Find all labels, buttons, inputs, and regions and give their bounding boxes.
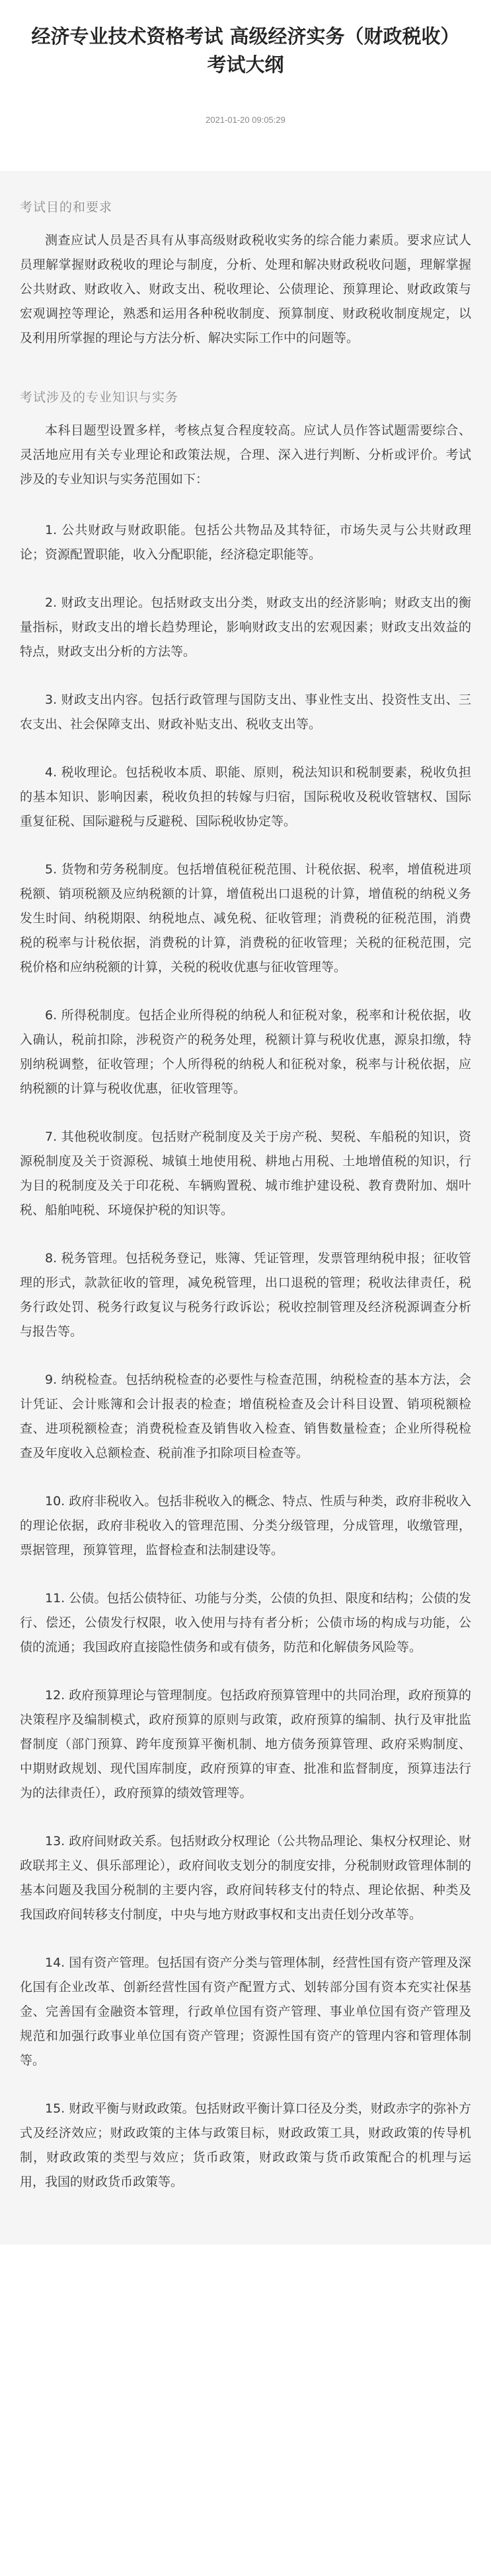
paragraph-item-2: 2. 财政支出理论。包括财政支出分类，财政支出的经济影响；财政支出的衡量指标，财政支出的增长趋势理论，影响财政支出的宏观因素；财政支出效益的特点，财政支出分析的方法等。 xyxy=(20,595,471,659)
publish-timestamp: 2021-01-20 09:05:29 xyxy=(206,115,285,125)
section-heading-purpose: 考试目的和要求 xyxy=(20,201,113,215)
article-body xyxy=(0,171,491,2245)
paragraph-item-8: 8. 税务管理。包括税务登记，账簿、凭证管理，发票管理纳税申报；征收管理的形式，款款征收的管理，减免税管理，出口退税的管理；税收法律责任，税务行政处罚、税务行政复议与税务行政诉讼；税收控制管理及经济税源调查分析与报告等。 xyxy=(20,1251,471,1339)
paragraph-item-6: 6. 所得税制度。包括企业所得税的纳税人和征税对象，税率和计税依据，收入确认，税前扣除，涉税资产的税务处理，税额计算与税收优惠，源泉扣缴，特别纳税调整，征收管理；个人所得税的纳税人和征税对象，税率与计税依据，应纳税额的计算与税收优惠，征收管理等。 xyxy=(20,1008,471,1096)
paragraph-item-3: 3. 财政支出内容。包括行政管理与国防支出、事业性支出、投资性支出、三农支出、社会保障支出、财政补贴支出、税收支出等。 xyxy=(20,693,471,731)
paragraph-item-1: 1. 公共财政与财政职能。包括公共物品及其特征，市场失灵与公共财政理论；资源配置职能，收入分配职能，经济稳定职能等。 xyxy=(20,523,471,562)
paragraph-item-13: 13. 政府间财政关系。包括财政分权理论（公共物品理论、集权分权理论、财政联邦主义、俱乐部理论），政府间收支划分的制度安排，分税制财政管理体制的基本问题及我国分税制的主要内容，政府间转移支付的特点、理论依据、种类及我国政府间转移支付制度，中央与地方财政事权和支出责任划分改革等。 xyxy=(20,1834,471,1922)
paragraph-scope-intro: 本科目题型设置多样，考核点复合程度较高。应试人员作答试题需要综合、灵活地应用有关专业理论和政策法规，合理、深入进行判断、分析或评价。考试涉及的专业知识与实务范围如下： xyxy=(20,423,471,487)
section-heading-scope: 考试涉及的专业知识与实务 xyxy=(20,391,179,405)
paragraph-purpose: 测查应试人员是否具有从事高级财政税收实务的综合能力素质。要求应试人员理解掌握财政税收的理论与制度，分析、处理和解决财政税收问题，理解掌握公共财政、财政收入、财政支出、税收理论、公债理论、预算理论、财政政策与宏观调控等理论，熟悉和运用各种税收制度、预算制度、财政税收制度规定，以及利用所掌握的理论与方法分析、解决实际工作中的问题等。 xyxy=(20,233,471,345)
paragraph-item-5: 5. 货物和劳务税制度。包括增值税征税范围、计税依据、税率，增值税进项税额、销项税额及应纳税额的计算，增值税出口退税的计算，增值税的纳税义务发生时间、纳税期限、纳税地点、减免税、征收管理；消费税的征税范围，消费税的税率与计税依据，消费税的计算，消费税的征收管理；关税的征税范围，完税价格和应纳税额的计算，关税的税收优惠与征收管理等。 xyxy=(20,862,471,974)
paragraph-item-14: 14. 国有资产管理。包括国有资产分类与管理体制，经营性国有资产管理及深化国有企业改革、创新经营性国有资产配置方式、划转部分国有资本充实社保基金、完善国有金融资本管理，行政单位国有资产管理、事业单位国有资产管理及规范和加强行政事业单位国有资产管理；资源性国有资产的管理内容和管理体制等。 xyxy=(20,1955,471,2068)
paragraph-item-7: 7. 其他税收制度。包括财产税制度及关于房产税、契税、车船税的知识，资源税制度及关于资源税、城镇土地使用税、耕地占用税、土地增值税的知识，行为目的税制度及关于印花税、车辆购置税、城市维护建设税、教育费附加、烟叶税、船舶吨税、环境保护税的知识等。 xyxy=(20,1130,471,1217)
paragraph-item-15: 15. 财政平衡与财政政策。包括财政平衡计算口径及分类，财政赤字的弥补方式及经济效应；财政政策的主体与政策目标，财政政策工具，财政政策的传导机制，财政政策的类型与效应；货币政策，财政政策与货币政策配合的机理与运用，我国的财政货币政策等。 xyxy=(20,2101,471,2189)
paragraph-item-9: 9. 纳税检查。包括纳税检查的必要性与检查范围，纳税检查的基本方法，会计凭证、会计账簿和会计报表的检查；增值税检查及会计科目设置、销项税额检查、进项税额检查；消费税检查及销售收入检查、销售数量检查；企业所得税检查及年度收入总额检查、税前准予扣除项目检查等。 xyxy=(20,1373,471,1460)
page-title: 经济专业技术资格考试 高级经济实务（财政税收）考试大纲 xyxy=(31,25,460,76)
paragraph-item-4: 4. 税收理论。包括税收本质、职能、原则，税法知识和税制要素，税收负担的基本知识、影响因素，税收负担的转嫁与归宿，国际税收及税收管辖权、国际重复征税、国际避税与反避税、国际税收协定等。 xyxy=(20,765,471,829)
paragraph-item-11: 11. 公债。包括公债特征、功能与分类，公债的负担、限度和结构；公债的发行、偿还，公债发行权限，收入使用与持有者分析；公债市场的构成与功能，公债的流通；我国政府直接隐性债务和或有债务，防范和化解债务风险等。 xyxy=(20,1591,471,1654)
paragraph-item-10: 10. 政府非税收入。包括非税收入的概念、特点、性质与种类，政府非税收入的理论依据，政府非税收入的管理范围、分类分级管理，分成管理，收缴管理，票据管理，预算管理，监督检查和法制建设等。 xyxy=(20,1494,471,1557)
paragraph-item-12: 12. 政府预算理论与管理制度。包括政府预算管理中的共同治理，政府预算的决策程序及编制模式，政府预算的原则与政策，政府预算的编制、执行及审批监督制度（部门预算、跨年度预算平衡机制、地方债务预算管理、政府采购制度、中期财政规划、现代国库制度，政府预算的审查、批准和监督制度，预算违法行为的法律责任），政府预算的绩效管理等。 xyxy=(20,1688,471,1800)
